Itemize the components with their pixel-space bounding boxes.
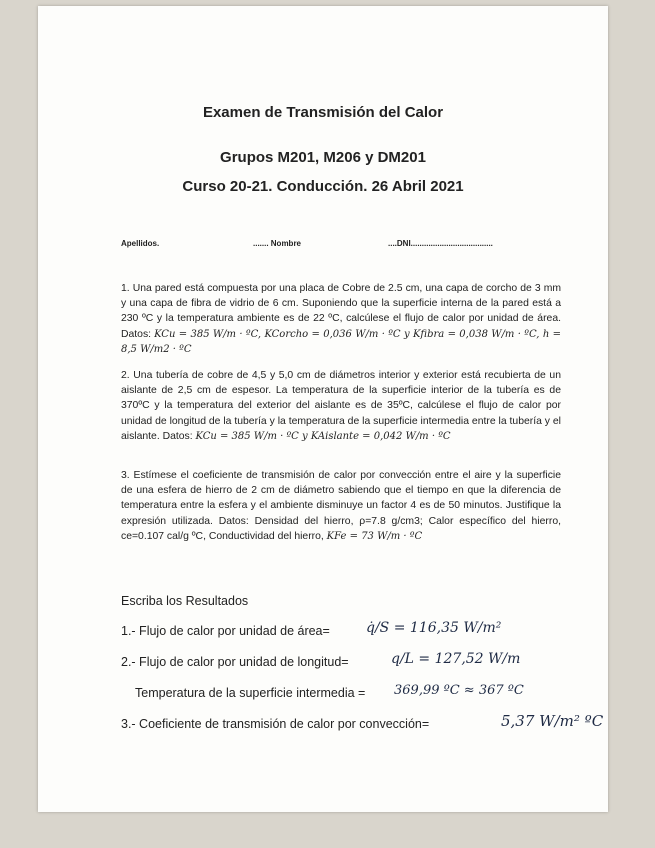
- results-title: Escriba los Resultados: [121, 594, 249, 608]
- problem-2-data: KCu = 385 W/m · ºC y KAislante = 0,042 W/m · ºC: [195, 430, 451, 442]
- dni-field: ....DNI.....................................: [388, 239, 493, 248]
- nombre-field: ....... Nombre: [253, 239, 302, 248]
- apellidos-field: Apellidos.: [121, 239, 160, 248]
- result-label-3: Temperatura de la superficie intermedia =: [135, 686, 366, 700]
- exam-sheet: [38, 6, 608, 812]
- problem-2: [121, 368, 561, 444]
- problem-3: [121, 468, 561, 544]
- problem-3-data: KFe = 73 W/m · ºC: [326, 530, 423, 542]
- exam-groups: Grupos M201, M206 y DM201: [220, 149, 426, 166]
- result-answer-3: 369,99 ºC ≈ 367 ºC: [394, 683, 524, 698]
- problem-2-text: 2. Una tubería de cobre de 4,5 y 5,0 cm de diámetros interior y exterior está recubierta de un aislante de 2,5 cm de espesor. La temperatura de la superficie interior de la tubería es de 370ºC y la temperatura del exterior del aislante es de 35ºC, calcúlese el flujo de calor por unidad de longitud de la tubería y la temperatura de la superficie intermedia entre la tubería y el aislante. Datos:: [121, 370, 561, 442]
- exam-course: Curso 20-21. Conducción. 26 Abril 2021: [182, 178, 464, 195]
- problem-3-text: 3. Estímese el coeficiente de transmisión de calor por convección entre el aire y la superficie de una esfera de hierro de 2 cm de diámetro sabiendo que el tiempo en que la diferencia de temperatura entre la esfera y el ambiente disminuye un factor 4 es de 50 minutos. Justifique la expresión utilizada. Datos: Densidad del hierro, ρ=7.8 g/cm3; Calor específico del hierro, ce=0.107 cal/g ºC, Conductividad del hierro,: [121, 470, 561, 542]
- result-answer-2: q/L = 127,52 W/m: [391, 651, 521, 667]
- result-label-4: 3.- Coeficiente de transmisión de calor por convección=: [121, 717, 430, 731]
- result-label-1: 1.- Flujo de calor por unidad de área=: [121, 624, 330, 638]
- problem-1-data: KCu = 385 W/m · ºC, KCorcho = 0,036 W/m · ºC y Kfibra = 0,038 W/m · ºC, h = 8,5 W/m2 · ºC: [121, 328, 561, 355]
- problem-1: [121, 281, 561, 357]
- result-answer-4: 5,37 W/m² ºC: [501, 712, 604, 730]
- result-label-2: 2.- Flujo de calor por unidad de longitud=: [121, 655, 349, 669]
- result-answer-1: q̇/S = 116,35 W/m²: [366, 620, 502, 636]
- exam-title: Examen de Transmisión del Calor: [202, 104, 444, 121]
- problem-1-text: 1. Una pared está compuesta por una placa de Cobre de 2.5 cm, una capa de corcho de 3 mm y una capa de fibra de vidrio de 6 cm. Suponiendo que la superficie interna de la pared está a 230 ºC y la temperatura ambiente es de 22 ºC, calcúlese el flujo de calor por unidad de área. Datos:: [121, 283, 561, 340]
